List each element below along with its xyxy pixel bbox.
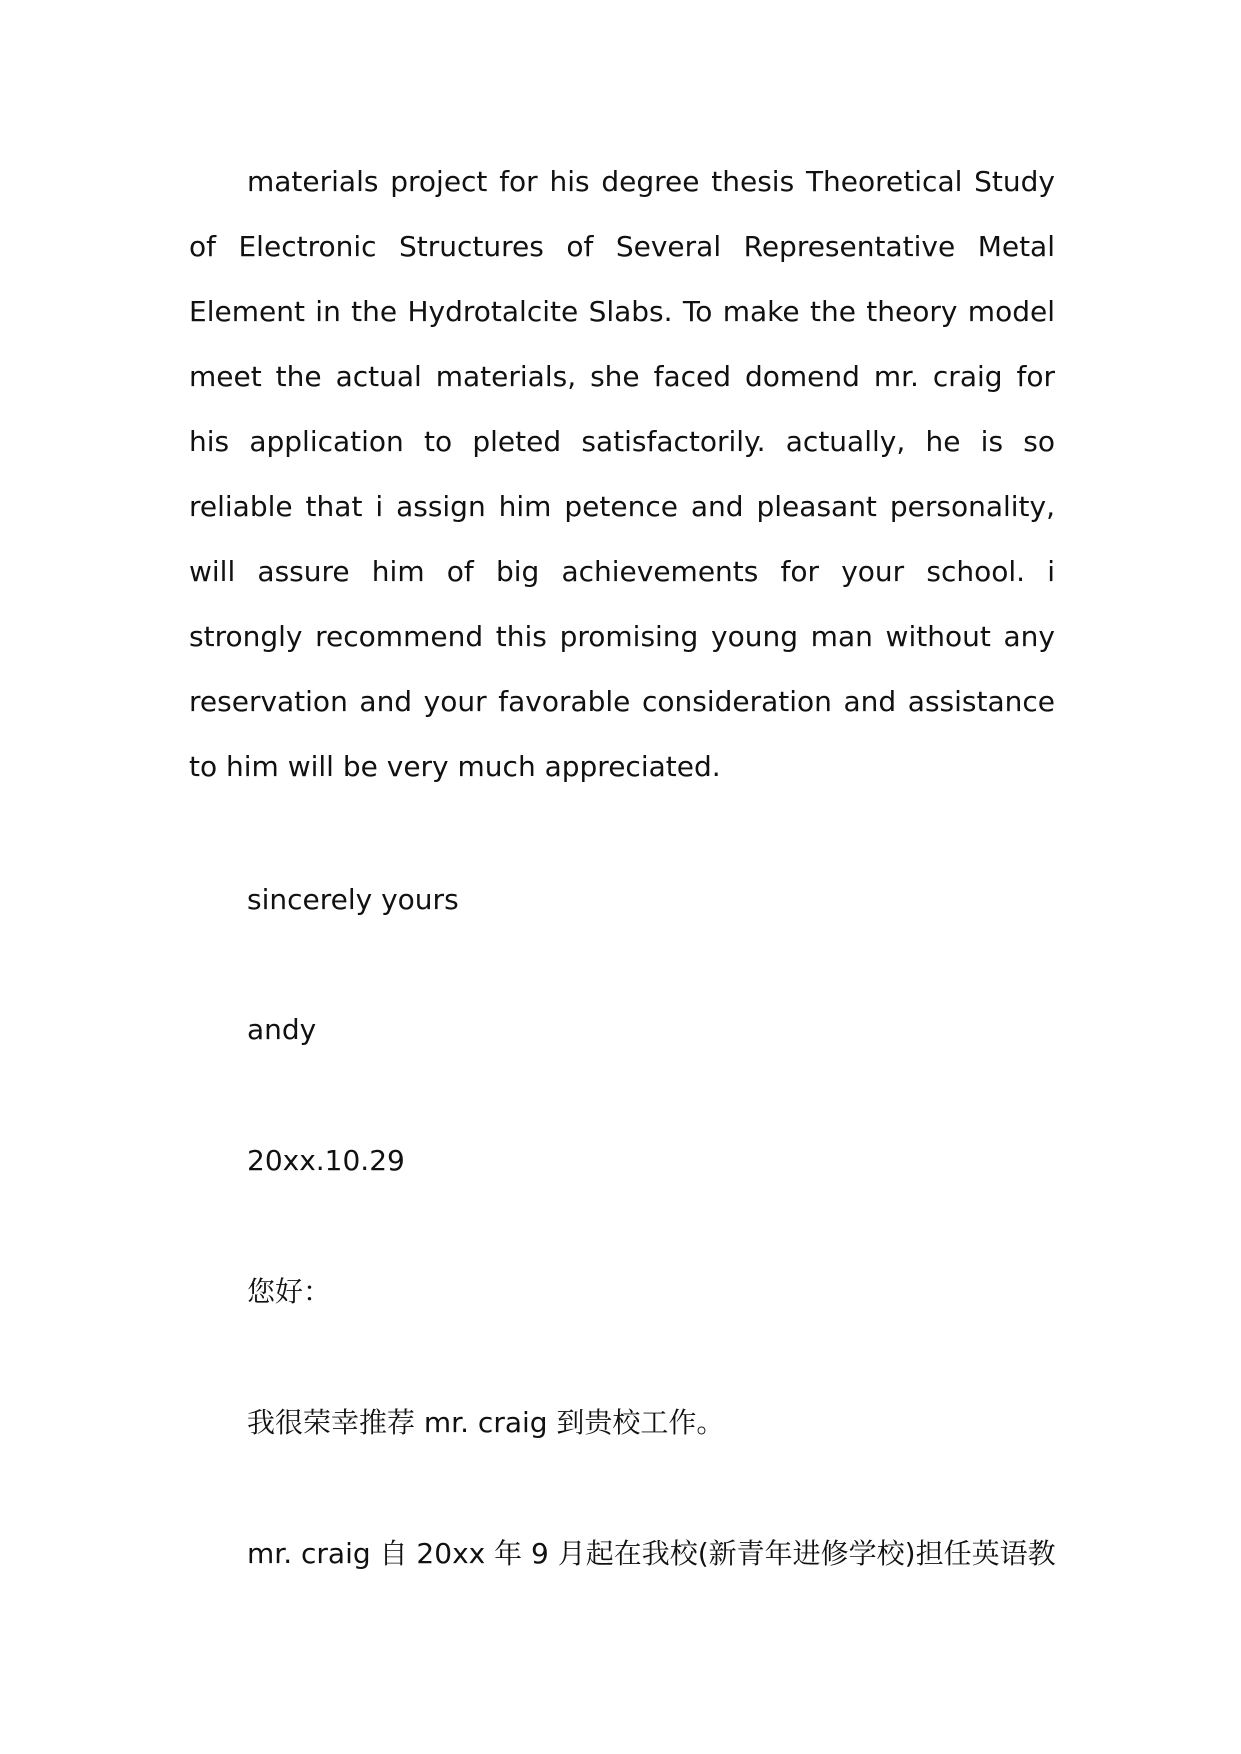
greeting-text: 您好： (247, 1275, 332, 1308)
intro-line: mr. craig 自 20xx 年 9 月起在我校(新青年进修学校)担任英语教 (247, 1537, 1056, 1570)
date-text: 20xx.10.29 (247, 1144, 405, 1177)
recommend-line: 我很荣幸推荐 mr. craig 到贵校工作。 (247, 1406, 725, 1439)
closing-text: sincerely yours (247, 883, 459, 916)
letter-body-paragraph: materials project for his degree thesis Theoretical Study of Electronic Structures of Several Representative Metal Element in the Hydrotalcite Slabs. To make the theory model meet the actual materials, she faced domend mr. craig for his application to pleted satisfactorily. actually, he is so reliable that i assign him petence and pleasant personality, will assure him of big achievements for your school. i strongly recommend this promising young man without any reservation and your favorable consideration and assistance to him will be very much appreciated. (189, 165, 1055, 783)
signature-text: andy (247, 1013, 317, 1046)
